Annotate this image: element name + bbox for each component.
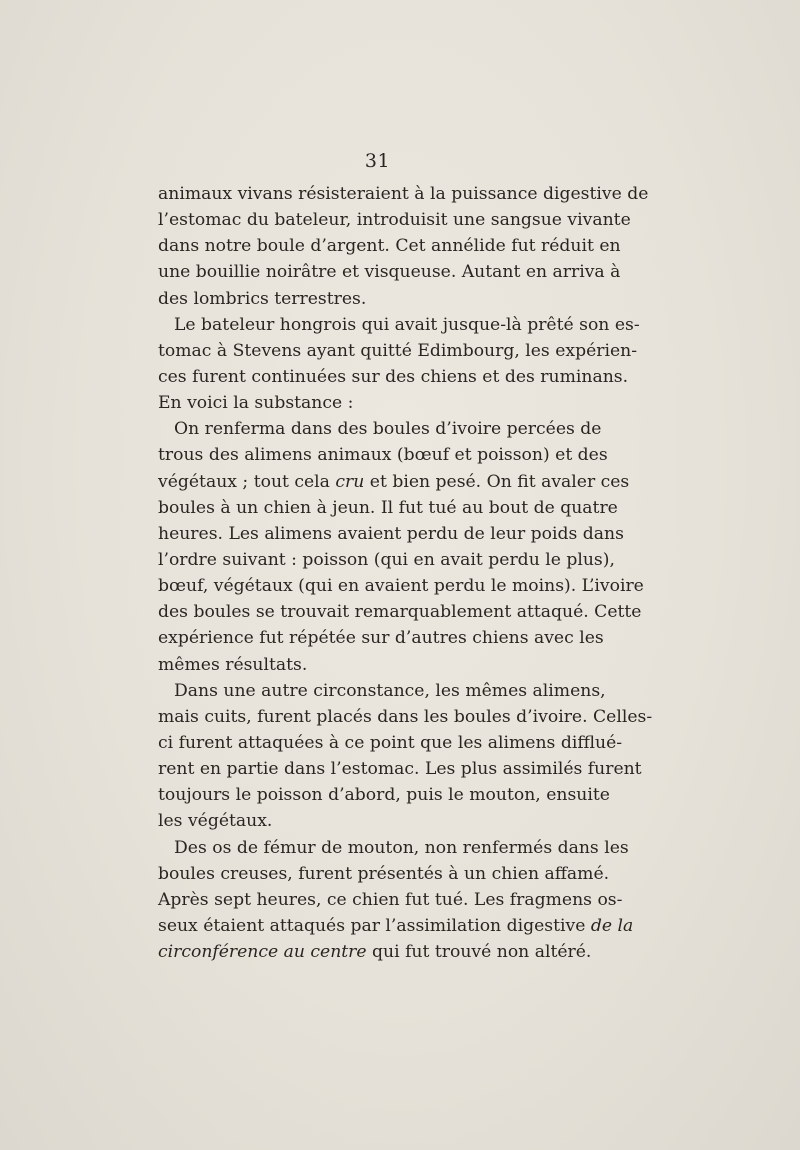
italic-text: circonférence au centre [158,942,367,963]
text-line [158,573,644,599]
text-line [158,913,634,939]
text-segment: mêmes résultats. [158,654,308,675]
text-line [158,207,631,233]
text-segment: Dans une autre circonstance, les mêmes alimens, [174,680,606,701]
text-segment: ces furent continuées sur des chiens et des ruminans. [158,366,629,387]
text-line [158,730,623,756]
text-line [158,808,598,834]
text-line [158,625,604,651]
text-line [158,469,630,495]
text-segment: animaux vivans résisteraient à la puissance digestive de [158,184,649,204]
text-segment: végétaux ; tout cela [158,471,336,492]
text-segment: qui fut trouvé non altéré. [366,942,592,963]
page-number: 31 [364,150,391,172]
text-segment: heures. Les alimens avaient perdu de leur poids dans [158,523,624,544]
text-segment: En voici la substance : [158,393,354,414]
text-line [158,782,610,808]
text-segment: Le bateleur hongrois qui avait jusque-là prêté son es- [174,314,640,335]
text-line [158,704,653,730]
text-line [158,286,598,312]
text-segment: l’ordre suivant : poisson (qui en avait perdu le plus), [158,549,615,570]
text-line [158,547,615,573]
text-segment: les végétaux. [158,811,273,832]
text-segment: dans notre boule d’argent. Cet annélide fut réduit en [158,236,621,257]
text-line [158,312,640,338]
text-line [158,442,608,468]
text-line [158,390,598,416]
text-line [158,887,623,913]
text-line [158,233,621,259]
text-line [158,495,618,521]
text-segment: mais cuits, furent placés dans les boules d’ivoire. Celles- [158,706,653,727]
text-segment: des lombrics terrestres. [158,288,367,309]
text-segment: On renferma dans des boules d’ivoire percées de [174,419,602,440]
text-line [158,652,598,678]
text-line [158,364,629,390]
text-line [158,599,642,625]
text-segment: et bien pesé. On fit avaler ces [364,471,630,492]
text-segment: trous des alimens animaux (bœuf et poisson) et des [158,445,608,466]
text-line [158,521,624,547]
text-segment: Des os de fémur de mouton, non renfermés dans les [174,837,629,858]
body-text [158,181,653,965]
text-segment: toujours le poisson d’abord, puis le mouton, ensuite [158,785,610,806]
text-line [158,338,638,364]
italic-text: cru [335,471,365,492]
text-line [158,756,642,782]
text-segment: ci furent attaquées à ce point que les alimens difflué- [158,732,623,753]
text-segment: boules à un chien à jeun. Il fut tué au bout de quatre [158,497,618,518]
text-line [158,259,621,285]
text-segment: bœuf, végétaux (qui en avaient perdu le moins). L’ivoire [158,576,644,597]
text-segment: l’estomac du bateleur, introduisit une sangsue vivante [158,210,631,231]
text-segment: expérience fut répétée sur d’autres chiens avec les [158,628,604,649]
text-segment: une bouillie noirâtre et visqueuse. Autant en arriva à [158,262,621,283]
text-segment: tomac à Stevens ayant quitté Edimbourg, les expérien- [158,340,638,361]
text-line [158,861,610,887]
text-segment: boules creuses, furent présentés à un chien affamé. [158,863,610,884]
text-line [158,835,629,861]
text-segment: seux étaient attaqués par l’assimilation digestive [158,915,591,936]
text-segment: Après sept heures, ce chien fut tué. Les fragmens os- [158,889,623,910]
text-line [158,181,649,207]
text-segment: rent en partie dans l’estomac. Les plus assimilés furent [158,759,642,780]
text-line [158,678,606,704]
italic-text: de la [590,915,634,936]
text-line [158,416,602,442]
text-segment: des boules se trouvait remarquablement attaqué. Cette [158,602,642,623]
text-line [158,939,598,965]
